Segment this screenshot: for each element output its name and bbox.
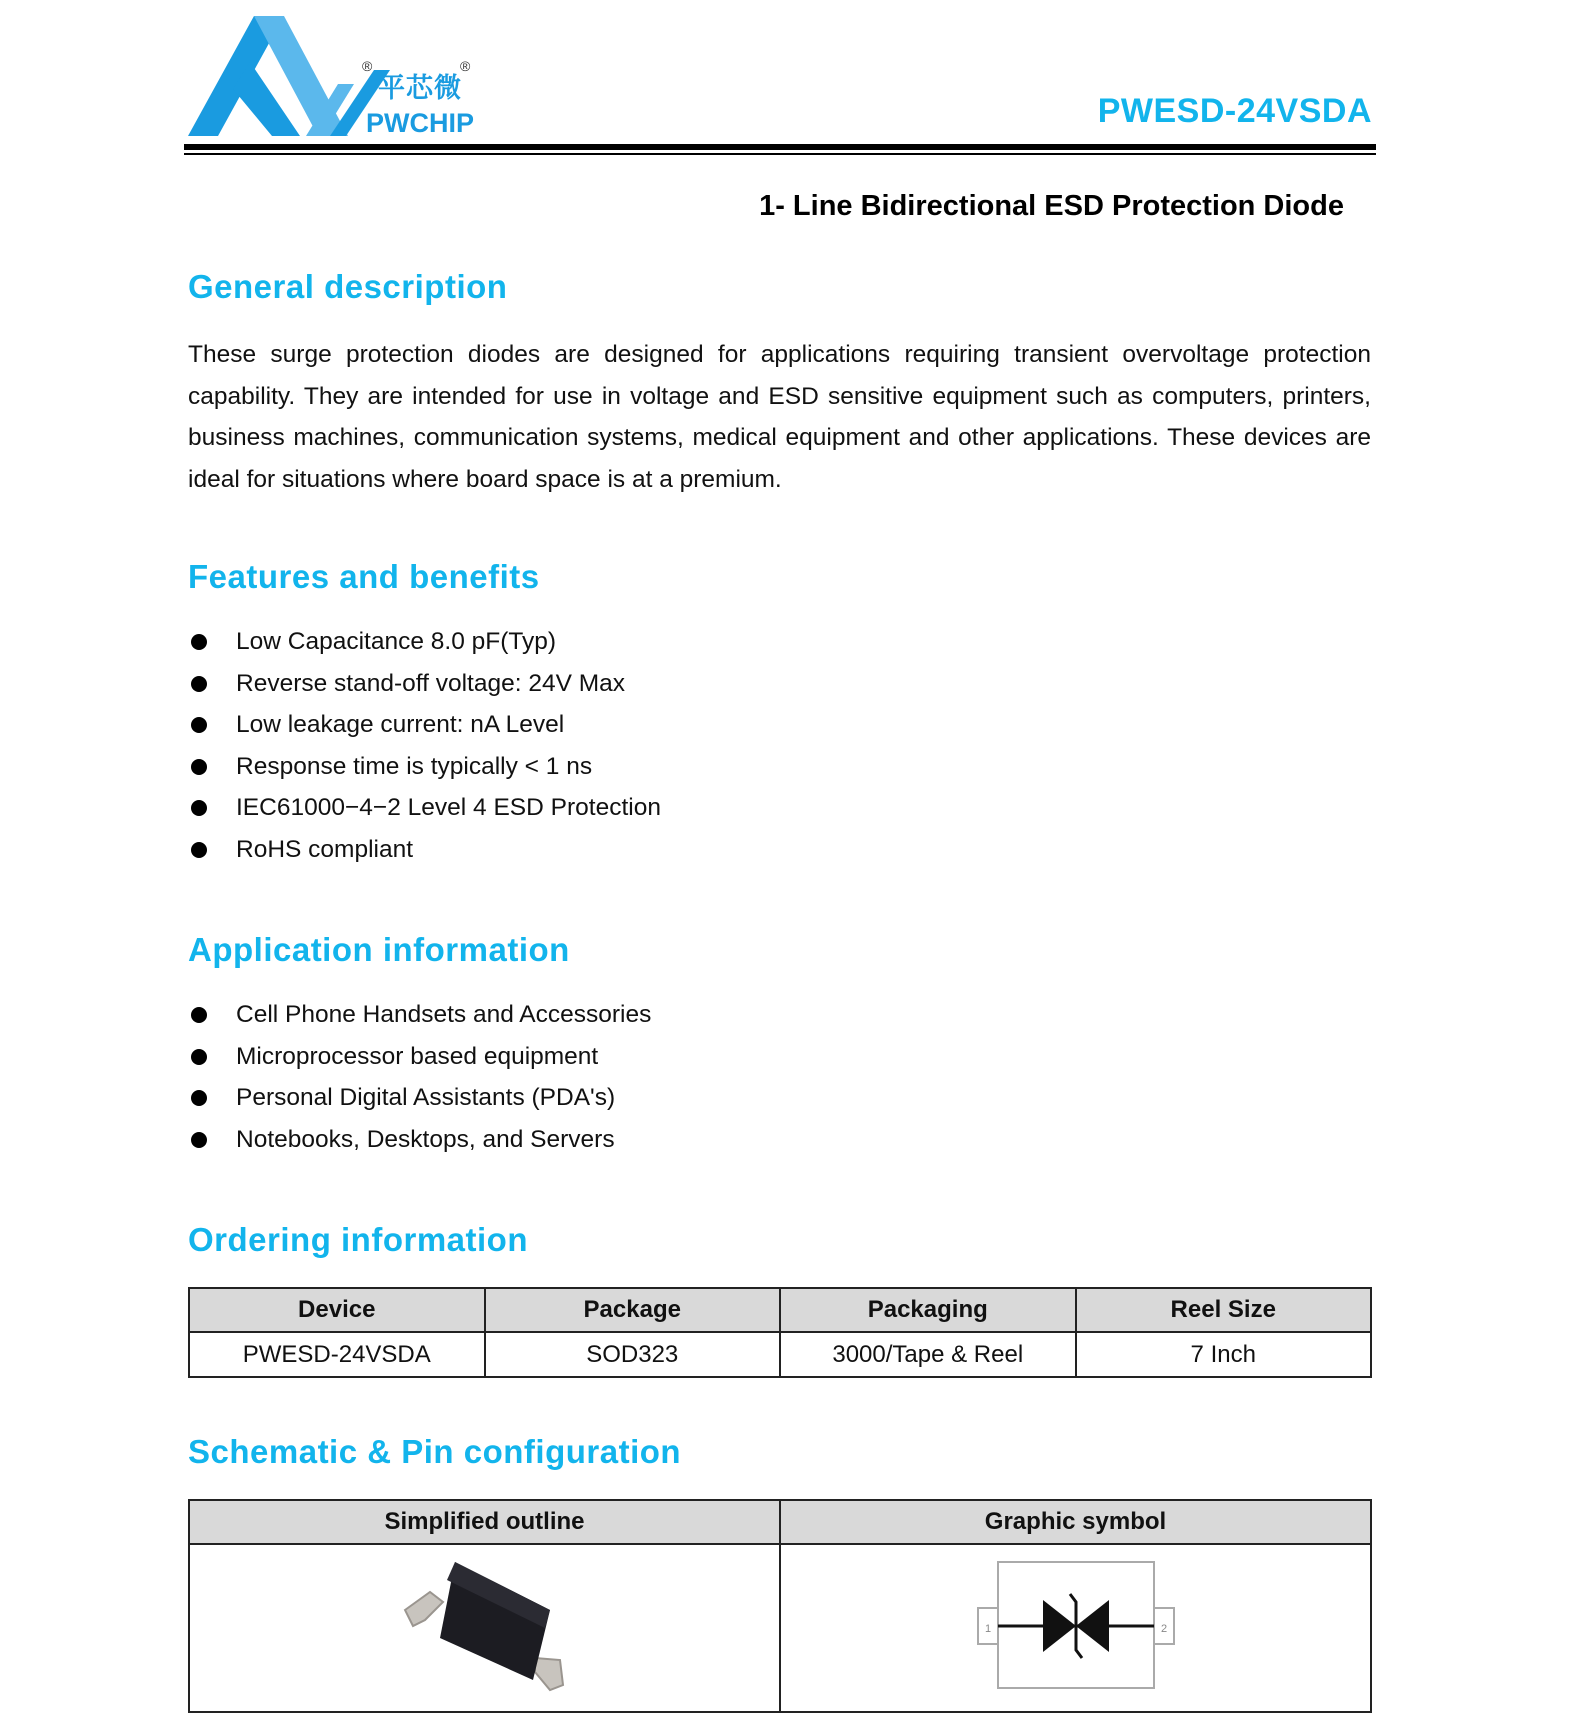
section-heading-features: Features and benefits (188, 558, 540, 595)
table-header-row (189, 1500, 1371, 1544)
pin2-label: 2 (1160, 1622, 1167, 1635)
features-list (188, 621, 661, 870)
bullet-icon (191, 634, 207, 650)
table-row (189, 1332, 1371, 1377)
section-heading-applications: Application information (188, 931, 570, 968)
brand-name-cn: 平芯微 (378, 73, 462, 104)
list-item: RoHS compliant (188, 829, 661, 871)
table-header-row (189, 1288, 1371, 1332)
bullet-icon (191, 676, 207, 692)
part-number-title: PWESD-24VSDA (1097, 92, 1372, 130)
list-item: Low leakage current: nA Level (188, 704, 661, 746)
section-heading-schematic: Schematic & Pin configuration (188, 1433, 682, 1470)
bullet-icon (191, 717, 207, 733)
applications-list (188, 994, 651, 1160)
sod323-package-icon (385, 1550, 585, 1700)
list-item: Personal Digital Assistants (PDA's) (188, 1077, 651, 1119)
column-header: Device (189, 1288, 485, 1332)
bidirectional-tvs-diode-symbol-icon (976, 1550, 1176, 1700)
list-item: IEC61000−4−2 Level 4 ESD Protection (188, 787, 661, 829)
bullet-icon (191, 1007, 207, 1023)
bullet-icon (191, 842, 207, 858)
column-header: Simplified outline (189, 1500, 780, 1544)
registered-mark: ® (362, 58, 373, 74)
header-divider (184, 144, 1376, 150)
list-item: Low Capacitance 8.0 pF(Typ) (188, 621, 661, 663)
column-header: Reel Size (1076, 1288, 1372, 1332)
pin1-label: 1 (984, 1622, 991, 1635)
bullet-icon (191, 1049, 207, 1065)
table-row (189, 1544, 1371, 1712)
general-description-text: These surge protection diodes are designed for applications requiring transient overvoltage protection capability. They are intended for use in voltage and ESD sensitive equipment such as computers, printers, business machines, communication systems, medical equipment and other applications. These devices are ideal for situations where board space is at a premium. (188, 341, 1371, 493)
list-item: Response time is typically < 1 ns (188, 746, 661, 788)
bullet-icon (191, 759, 207, 775)
bullet-icon (191, 1132, 207, 1148)
cell-package: SOD323 (485, 1332, 781, 1377)
schematic-table (188, 1499, 1372, 1713)
list-item: Microprocessor based equipment (188, 1036, 651, 1078)
column-header: Graphic symbol (780, 1500, 1371, 1544)
bullet-icon (191, 1090, 207, 1106)
brand-name-en: PWCHIP (366, 108, 474, 138)
cell-reel-size: 7 Inch (1076, 1332, 1372, 1377)
graphic-symbol-cell (780, 1544, 1371, 1712)
ordering-table (188, 1287, 1372, 1378)
section-heading-ordering: Ordering information (188, 1221, 528, 1258)
simplified-outline-cell (189, 1544, 780, 1712)
section-heading-general: General description (188, 268, 508, 305)
column-header: Package (485, 1288, 781, 1332)
document-subtitle: 1- Line Bidirectional ESD Protection Diode (759, 190, 1344, 222)
list-item: Reverse stand-off voltage: 24V Max (188, 663, 661, 705)
column-header: Packaging (780, 1288, 1076, 1332)
cell-packaging: 3000/Tape & Reel (780, 1332, 1076, 1377)
registered-mark: ® (460, 58, 471, 74)
list-item: Cell Phone Handsets and Accessories (188, 994, 651, 1036)
bullet-icon (191, 800, 207, 816)
list-item: Notebooks, Desktops, and Servers (188, 1119, 651, 1161)
cell-device: PWESD-24VSDA (189, 1332, 485, 1377)
header-divider-thin (184, 153, 1376, 155)
